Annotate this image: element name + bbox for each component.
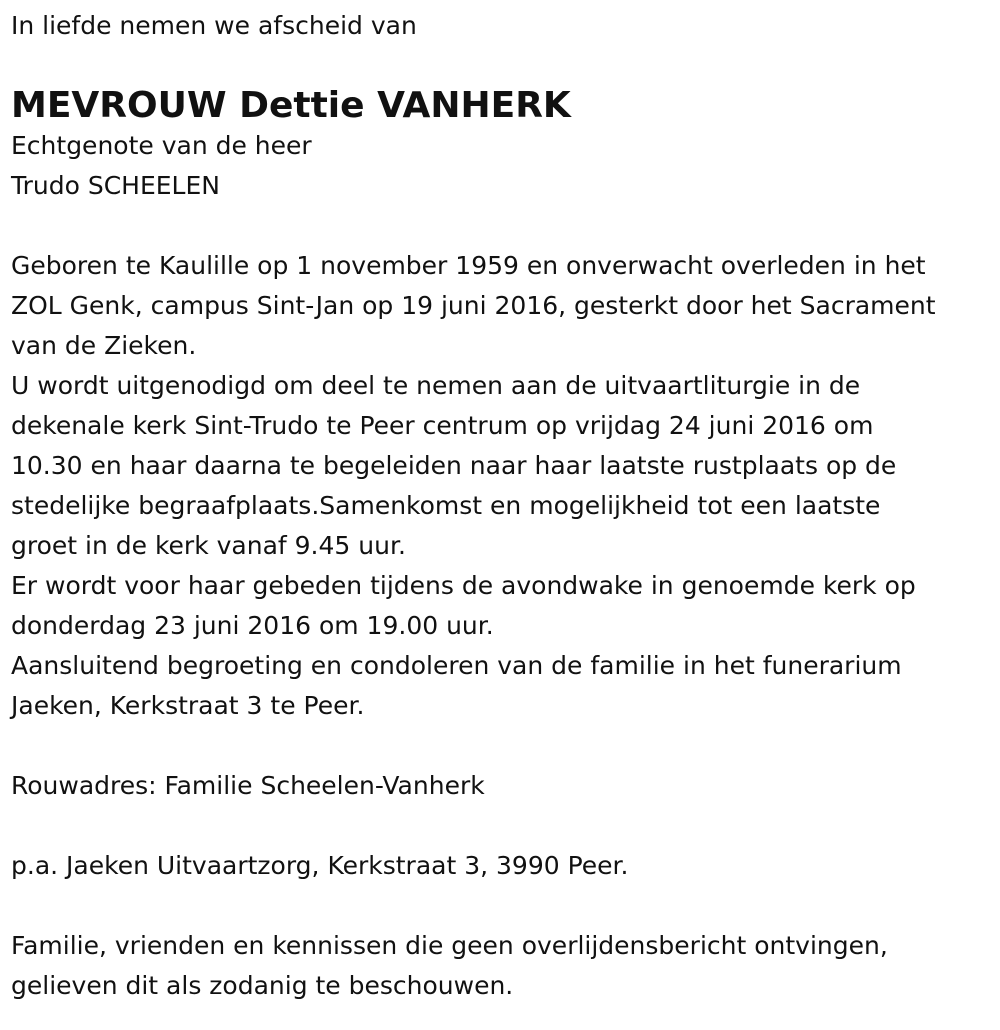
deceased-block (11, 86, 991, 206)
body-line: Jaeken, Kerkstraat 3 te Peer. (11, 691, 365, 720)
mourning-address: Rouwadres: Familie Scheelen-Vanherk (11, 771, 485, 800)
announcement-body (11, 246, 991, 726)
spouse-line-2: Trudo SCHEELEN (11, 171, 220, 200)
body-line: dekenale kerk Sint-Trudo te Peer centrum op vrijdag 24 juni 2016 om (11, 411, 874, 440)
spouse-line-1: Echtgenote van de heer (11, 131, 312, 160)
deceased-name: MEVROUW Dettie VANHERK (11, 85, 571, 126)
body-line: donderdag 23 juni 2016 om 19.00 uur. (11, 611, 494, 640)
body-line: Er wordt voor haar gebeden tijdens de avondwake in genoemde kerk op (11, 571, 916, 600)
body-line: 10.30 en haar daarna te begeleiden naar haar laatste rustplaats op de (11, 451, 897, 480)
obituary-notice (11, 6, 991, 1006)
body-line: Aansluitend begroeting en condoleren van de familie in het funerarium (11, 651, 902, 680)
body-line: U wordt uitgenodigd om deel te nemen aan de uitvaartliturgie in de (11, 371, 861, 400)
care-of-block (11, 846, 991, 886)
closing-block (11, 926, 991, 1006)
body-line: groet in de kerk vanaf 9.45 uur. (11, 531, 406, 560)
closing-line: Familie, vrienden en kennissen die geen overlijdensbericht ontvingen, (11, 931, 888, 960)
body-line: stedelijke begraafplaats.Samenkomst en mogelijkheid tot een laatste (11, 491, 881, 520)
care-of-address: p.a. Jaeken Uitvaartzorg, Kerkstraat 3, 3990 Peer. (11, 851, 629, 880)
body-line: Geboren te Kaulille op 1 november 1959 en onverwacht overleden in het (11, 251, 926, 280)
closing-line: gelieven dit als zodanig te beschouwen. (11, 971, 514, 1000)
body-line: van de Zieken. (11, 331, 197, 360)
mourning-address-block (11, 766, 991, 806)
intro-text: In liefde nemen we afscheid van (11, 11, 417, 40)
body-line: ZOL Genk, campus Sint-Jan op 19 juni 2016, gesterkt door het Sacrament (11, 291, 936, 320)
